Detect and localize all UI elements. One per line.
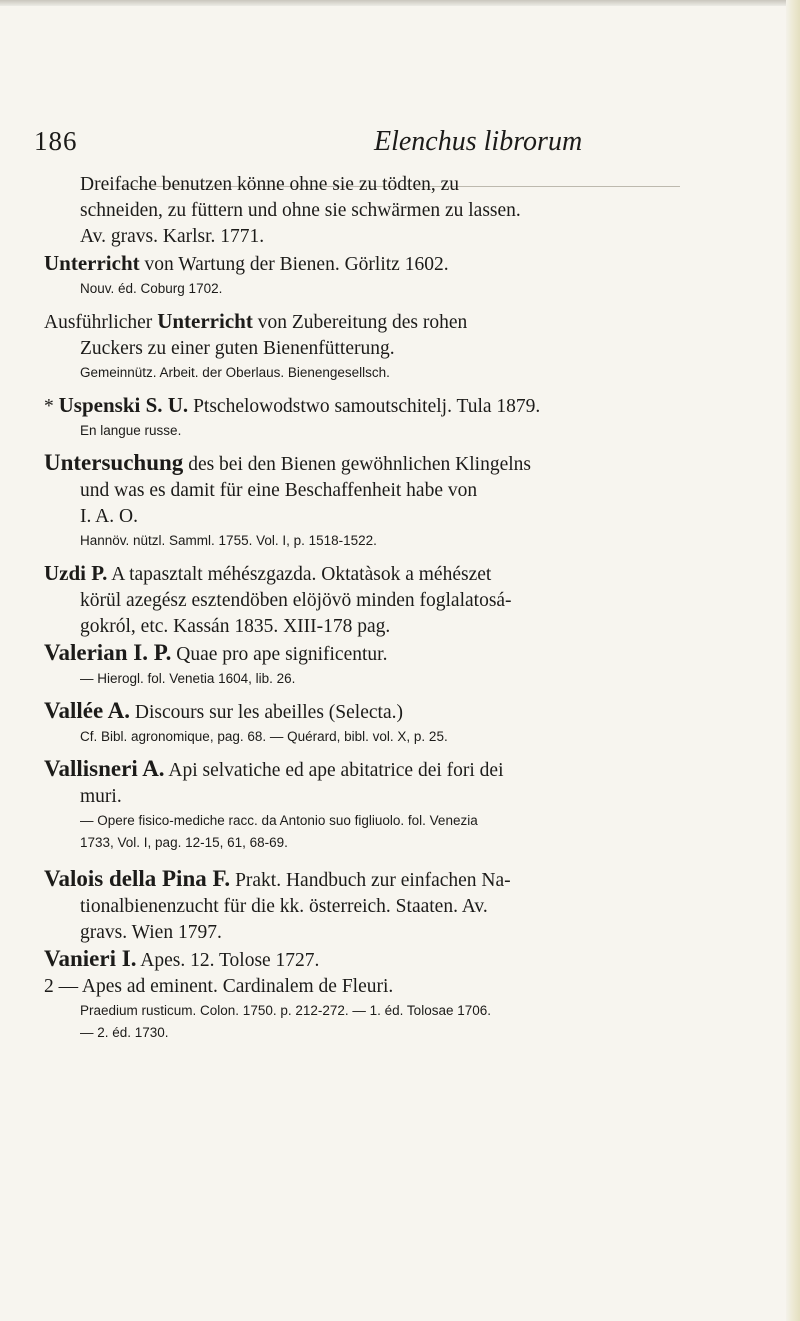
entry-note: — Hierogl. fol. Venetia 1604, lib. 26. (80, 671, 296, 686)
entry-heading: Valois della Pina F. (44, 866, 231, 891)
entry-prefix: * (44, 396, 59, 417)
entry-heading: Vanieri I. (44, 946, 137, 971)
entry-note: Cf. Bibl. agronomique, pag. 68. — Quérard, bibl. vol. X, p. 25. (80, 729, 448, 744)
page-number: 186 (34, 126, 78, 156)
entry-line: Dreifache benutzen könne ohne sie zu tödten, zu (80, 174, 460, 195)
entry-line: 2 — Apes ad eminent. Cardinalem de Fleuri. (44, 976, 394, 997)
entry-line (44, 560, 786, 588)
running-head (0, 122, 800, 162)
entry-prefix: Ausführlicher (44, 312, 158, 333)
entry-line: muri. (80, 786, 122, 807)
entry-heading: Valerian I. P. (44, 640, 172, 665)
entry-line: schneiden, zu füttern und ohne sie schwärmen zu lassen. (80, 200, 521, 221)
page-title: Elenchus librorum (374, 126, 583, 157)
entry-continuation (44, 172, 786, 250)
entry-line (44, 698, 786, 726)
entry-line (44, 640, 786, 668)
entry-text: Discours sur les abeilles (Selecta.) (130, 702, 403, 723)
entry-note: — Opere fisico-mediche racc. da Antonio suo figliuolo. fol. Venezia (80, 813, 478, 828)
entry-line (44, 250, 786, 278)
entry-heading: Vallisneri A. (44, 756, 165, 781)
entry-text: Ptschelowodstwo samoutschitelj. Tula 1879. (188, 396, 541, 417)
entry-note: Praedium rusticum. Colon. 1750. p. 212-272. — 1. éd. Tolosae 1706. (80, 1003, 491, 1018)
entry-text: Prakt. Handbuch zur einfachen Na- (230, 870, 511, 891)
entry-line: tionalbienenzucht für die kk. österreich. Staaten. Av. (80, 896, 488, 917)
entry-line (44, 946, 786, 974)
entry-text: Apes. 12. Tolose 1727. (136, 950, 320, 971)
entry-note: — 2. éd. 1730. (80, 1025, 169, 1040)
entry-unterricht-zuckers (44, 308, 786, 384)
bibliography-list (44, 172, 786, 1044)
entry-note: En langue russe. (80, 423, 182, 438)
entry-vallee (44, 698, 786, 748)
entry-heading: Unterricht (157, 309, 253, 333)
entry-line (44, 392, 786, 420)
entry-text: A tapasztalt méhészgazda. Oktatàsok a méhészet (107, 564, 492, 585)
entry-heading: Unterricht (44, 251, 140, 275)
entry-heading: Vallée A. (44, 698, 131, 723)
entry-line: Zuckers zu einer guten Bienenfütterung. (80, 338, 395, 359)
entry-line: Av. gravs. Karlsr. 1771. (80, 226, 265, 247)
entry-text: Quae pro ape significentur. (171, 644, 388, 665)
entry-line (44, 866, 786, 894)
entry-note: Nouv. éd. Coburg 1702. (80, 281, 223, 296)
entry-line: und was es damit für eine Beschaffenheit habe von (80, 480, 478, 501)
entry-uzdi (44, 560, 786, 640)
entry-heading: Uspenski S. U. (58, 393, 189, 417)
entry-note: 1733, Vol. I, pag. 12-15, 61, 68-69. (80, 835, 288, 850)
entry-text: des bei den Bienen gewöhnlichen Klingelns (183, 454, 531, 475)
entry-line (44, 308, 786, 336)
entry-note: Hannöv. nützl. Samml. 1755. Vol. I, p. 1518-1522. (80, 533, 377, 548)
entry-line: I. A. O. (80, 506, 138, 527)
entry-text: von Zubereitung des rohen (252, 312, 468, 333)
entry-valois (44, 866, 786, 946)
entry-line (44, 756, 786, 784)
entry-heading: Untersuchung (44, 450, 184, 475)
entry-line: gravs. Wien 1797. (80, 922, 222, 943)
entry-untersuchung (44, 450, 786, 552)
entry-vallisneri (44, 756, 786, 854)
page-top-edge (0, 0, 800, 6)
entry-valerian (44, 640, 786, 690)
entry-heading: Uzdi P. (44, 561, 108, 585)
entry-unterricht-wartung (44, 250, 786, 300)
entry-line: gokról, etc. Kassán 1835. XIII-178 pag. (80, 616, 391, 637)
entry-note: Gemeinnütz. Arbeit. der Oberlaus. Bienengesellsch. (80, 365, 390, 380)
entry-line (44, 450, 786, 478)
entry-uspenski (44, 392, 786, 442)
entry-line: körül azegész esztendöben elöjövö minden foglalatosá- (80, 590, 512, 611)
entry-vanieri (44, 946, 786, 1044)
page-right-edge (786, 0, 800, 1321)
entry-text: von Wartung der Bienen. Görlitz 1602. (139, 254, 449, 275)
entry-text: Api selvatiche ed ape abitatrice dei fori dei (164, 760, 504, 781)
